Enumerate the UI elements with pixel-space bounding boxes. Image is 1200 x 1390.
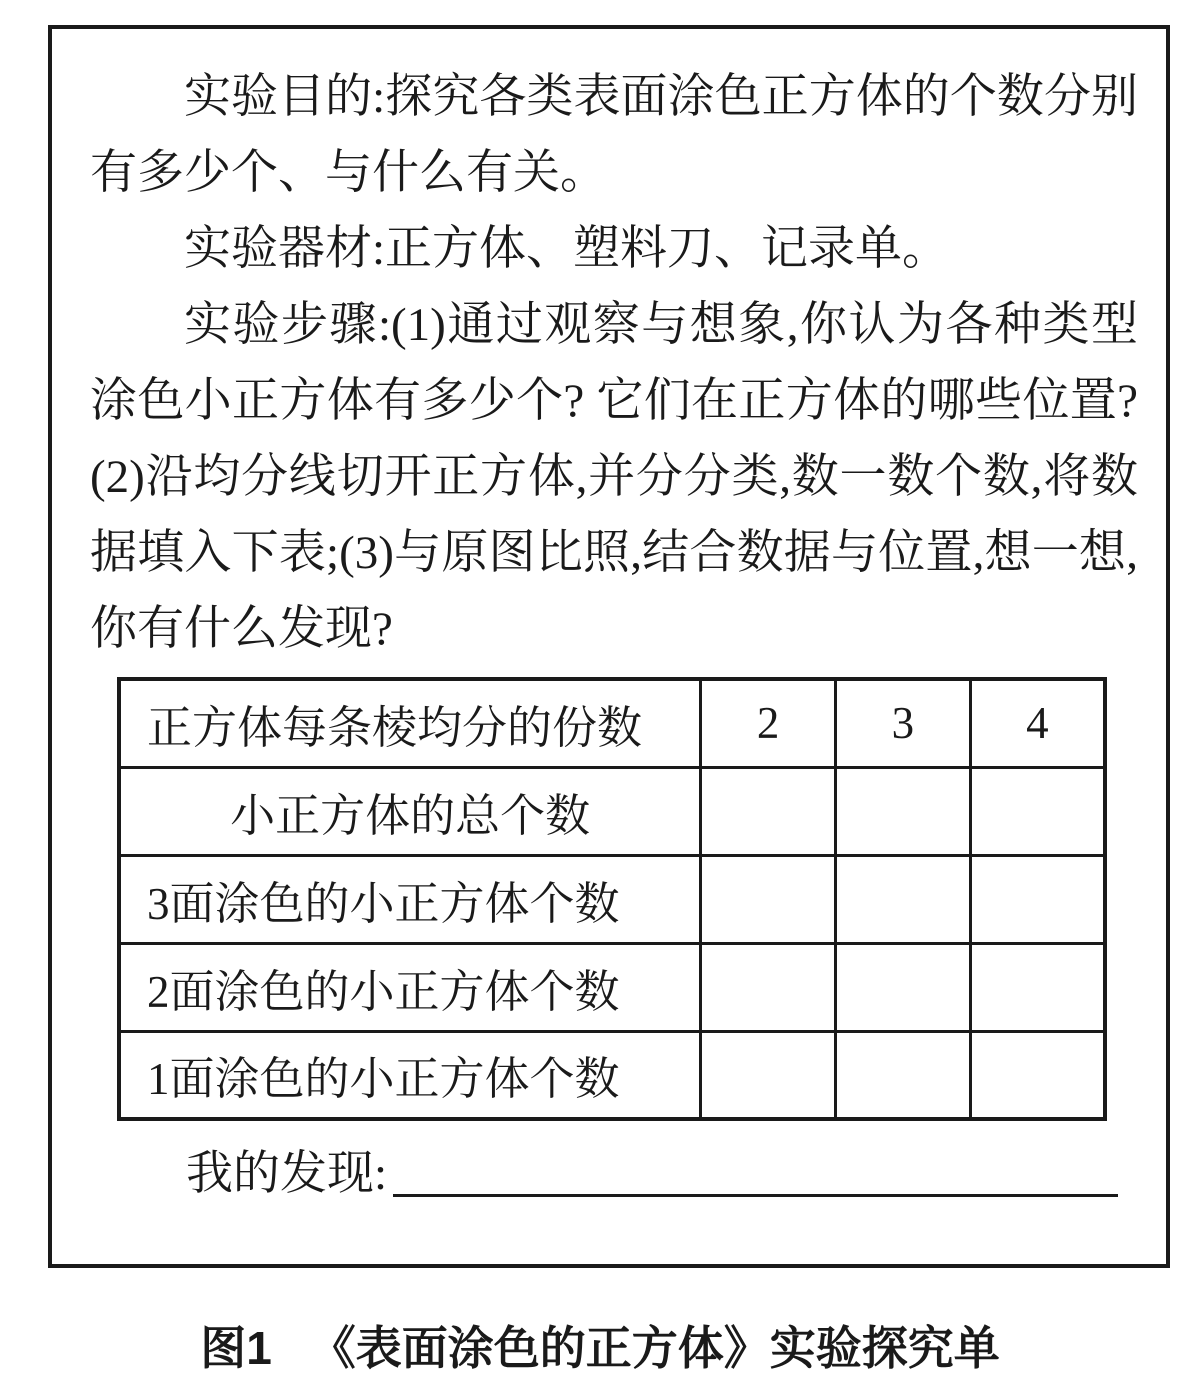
empty-cell [970,855,1105,943]
table-row-one-face-painted [119,1031,1105,1119]
paragraph-experiment-purpose: 实验目的:探究各类表面涂色正方体的个数分别有多少个、与什么有关。 [90,71,1138,199]
row-label-total-cubes: 小正方体的总个数 [119,767,701,855]
empty-cell [970,1031,1105,1119]
findings-blank-line [393,1194,1118,1197]
row-label-three-face-painted: 3面涂色的小正方体个数 [119,855,701,943]
empty-cell [836,943,971,1031]
header-value-3: 3 [836,679,971,767]
table-row-total-cubes [119,767,1105,855]
record-table [117,677,1107,1121]
empty-cell [970,767,1105,855]
table-row-two-face-painted [119,943,1105,1031]
empty-cell [701,767,836,855]
findings-label: 我的发现: [186,1148,388,1200]
paragraph-experiment-materials: 实验器材:正方体、塑料刀、记录单。 [184,223,950,275]
empty-cell [836,767,971,855]
table-row-edge-divisions [119,679,1105,767]
row-label-one-face-painted: 1面涂色的小正方体个数 [119,1031,701,1119]
findings-row [90,1143,1138,1205]
row-label-edge-divisions: 正方体每条棱均分的份数 [119,679,701,767]
table-row-three-face-painted [119,855,1105,943]
row-label-two-face-painted: 2面涂色的小正方体个数 [119,943,701,1031]
experiment-sheet-box [48,25,1170,1268]
empty-cell [836,855,971,943]
empty-cell [701,855,836,943]
header-value-2: 2 [701,679,836,767]
empty-cell [701,1031,836,1119]
figure-caption [0,1312,1200,1378]
empty-cell [970,943,1105,1031]
figure-number: 图1 [200,1322,272,1374]
empty-cell [836,1031,971,1119]
empty-cell [701,943,836,1031]
figure-title: 《表面涂色的正方体》实验探究单 [309,1322,1000,1374]
paragraph-experiment-steps: 实验步骤:(1)通过观察与想象,你认为各种类型涂色小正方体有多少个? 它们在正方体的哪些位置?(2)沿均分线切开正方体,并分分类,数一数个数,将数据填入下表;(3)与原图比照,结合数据与位置,想一想,你有什么发现? [90,299,1138,655]
header-value-4: 4 [970,679,1105,767]
